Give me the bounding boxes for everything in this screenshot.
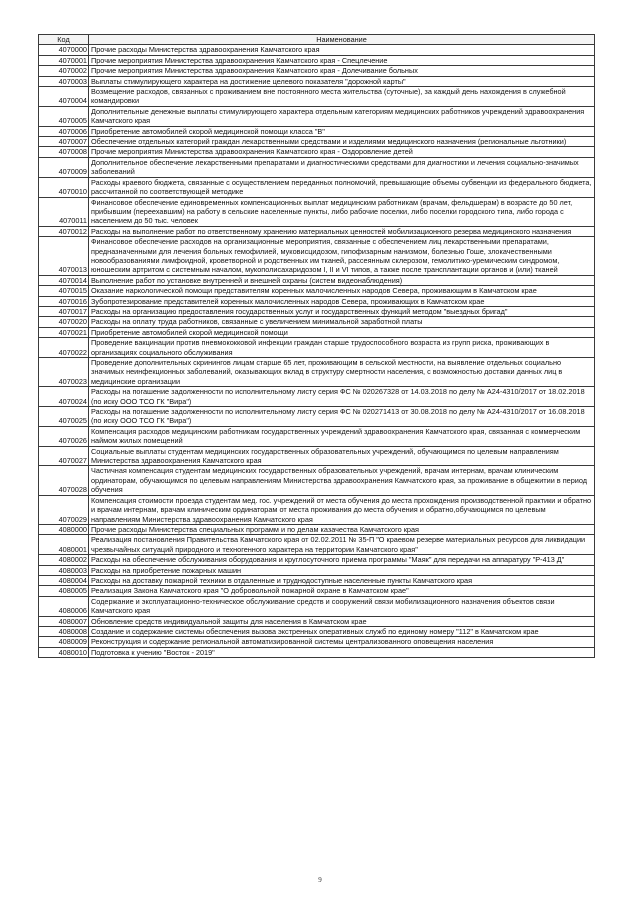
document-page bbox=[38, 34, 594, 658]
row-code: 4070002 bbox=[39, 66, 89, 76]
row-name: Прочие расходы Министерства специальных программ и по делам казачества Камчатского края bbox=[89, 524, 595, 534]
row-code: 4070024 bbox=[39, 387, 89, 407]
row-name: Расходы на погашение задолженности по исполнительному листу серия ФС № 020267328 от 14.03.2018 по делу № А24-4310/2017 от 18.02.2018 (по иску ООО ТСО ГК "Вира") bbox=[89, 387, 595, 407]
table-row bbox=[39, 524, 595, 534]
row-code: 4070028 bbox=[39, 466, 89, 495]
row-code: 4070020 bbox=[39, 317, 89, 327]
row-code: 4070005 bbox=[39, 106, 89, 126]
row-code: 4070000 bbox=[39, 45, 89, 55]
table-row bbox=[39, 137, 595, 147]
row-code: 4070017 bbox=[39, 306, 89, 316]
table-row bbox=[39, 555, 595, 565]
table-row bbox=[39, 616, 595, 626]
row-code: 4070021 bbox=[39, 327, 89, 337]
row-code: 4070001 bbox=[39, 55, 89, 65]
table-row bbox=[39, 106, 595, 126]
table-row bbox=[39, 226, 595, 236]
row-name: Расходы на погашение задолженности по исполнительному листу серия ФС № 020271413 от 30.08.2018 по делу № А24-4310/2017 от 16.08.2018 (по иску ООО ТСО ГК "Вира") bbox=[89, 407, 595, 427]
row-code: 4070010 bbox=[39, 177, 89, 197]
row-name: Выплаты стимулирующего характера на достижение целевого показателя "дорожной карты" bbox=[89, 76, 595, 86]
row-name: Оказание наркологической помощи представителям коренных малочисленных народов Севера, проживающим в Камчатском крае bbox=[89, 286, 595, 296]
row-name: Частичная компенсация студентам медицинских государственных образовательных учреждений, врачам интернам, врачам клиническим ординаторам, обучающимся по целевым направлениям Министерства здравоохранения Камчатского края, за проживание в общежитии в период обучения bbox=[89, 466, 595, 495]
row-name: Создание и содержание системы обеспечения вызова экстренных оперативных служб по единому номеру "112" в Камчатском крае bbox=[89, 626, 595, 636]
table-row bbox=[39, 286, 595, 296]
row-name: Расходы на выполнение работ по ответственному хранению материальных ценностей мобилизационного резерва медицинского назначения bbox=[89, 226, 595, 236]
table-row bbox=[39, 66, 595, 76]
row-code: 4070006 bbox=[39, 126, 89, 136]
table-row bbox=[39, 426, 595, 446]
row-name: Приобретение автомобилей скорой медицинской помощи класса "В" bbox=[89, 126, 595, 136]
row-code: 4080008 bbox=[39, 626, 89, 636]
row-name: Финансовое обеспечение единовременных компенсационных выплат медицинским работникам (врачам, фельдшерам) в возрасте до 50 лет, прибывшим (переехавшим) на работу в сельские населенные пункты, либо рабочие поселки, либо поселки городского типа, либо города с населением до 50 тыс. человек bbox=[89, 197, 595, 226]
row-code: 4080000 bbox=[39, 524, 89, 534]
row-name: Выполнение работ по установке внутренней и внешней охраны (систем видеонаблюдения) bbox=[89, 275, 595, 285]
row-name: Расходы краевого бюджета, связанные с осуществлением переданных полномочий, превышающие объемы субвенции из федерального бюджета, рассчитанной по соответствующей методике bbox=[89, 177, 595, 197]
table-row bbox=[39, 317, 595, 327]
table-row bbox=[39, 387, 595, 407]
table-row bbox=[39, 575, 595, 585]
row-code: 4070008 bbox=[39, 147, 89, 157]
row-name: Реконструкция и содержание региональной автоматизированной системы централизованного оповещения населения bbox=[89, 637, 595, 647]
page-number: 9 bbox=[318, 876, 322, 884]
row-code: 4080003 bbox=[39, 565, 89, 575]
row-code: 4070007 bbox=[39, 137, 89, 147]
table-row bbox=[39, 87, 595, 107]
row-code: 4070027 bbox=[39, 446, 89, 466]
table-row bbox=[39, 647, 595, 657]
row-code: 4080001 bbox=[39, 535, 89, 555]
row-code: 4080009 bbox=[39, 637, 89, 647]
row-code: 4070013 bbox=[39, 237, 89, 276]
row-code: 4080005 bbox=[39, 586, 89, 596]
row-name: Зубопротезирование представителей коренных малочисленных народов Севера, проживающих в Камчатском крае bbox=[89, 296, 595, 306]
row-code: 4070026 bbox=[39, 426, 89, 446]
row-name: Расходы на приобретение пожарных машин bbox=[89, 565, 595, 575]
row-name: Прочие мероприятия Министерства здравоохранения Камчатского края - Оздоровление детей bbox=[89, 147, 595, 157]
table-row bbox=[39, 466, 595, 495]
table-row bbox=[39, 535, 595, 555]
row-name: Содержание и эксплуатационно-техническое обслуживание средств и сооружений связи мобилизационного назначения объектов связи Камчатского края bbox=[89, 596, 595, 616]
row-code: 4070014 bbox=[39, 275, 89, 285]
row-name: Обновление средств индивидуальной защиты для населения в Камчатском крае bbox=[89, 616, 595, 626]
row-name: Подготовка к учению "Восток - 2019" bbox=[89, 647, 595, 657]
row-name: Расходы на доставку пожарной техники в отдаленные и труднодоступные населенные пункты Камчатского края bbox=[89, 575, 595, 585]
row-code: 4080006 bbox=[39, 596, 89, 616]
row-name: Социальные выплаты студентам медицинских государственных образовательных учреждений, обучающимся по целевым направлениям Министерства здравоохранения Камчатского края bbox=[89, 446, 595, 466]
row-code: 4070004 bbox=[39, 87, 89, 107]
row-code: 4080002 bbox=[39, 555, 89, 565]
table-row bbox=[39, 586, 595, 596]
row-name: Компенсация стоимости проезда студентам мед. гос. учреждений от места обучения до места прохождения производственной практики и обратно и врачам интернам, врачам клиническим ординаторам от места проживания до места обучения и обратно,обучающимся по целевым направлениям Министерства здравоохранения Камчатского края bbox=[89, 495, 595, 524]
row-name: Расходы на организацию предоставления государственных услуг и государственных функций методом "выездных бригад" bbox=[89, 306, 595, 316]
row-name: Проведение дополнительных скринингов лицам старше 65 лет, проживающим в сельской местности, на выявление отдельных социально значимых неинфекционных заболеваний, оказывающих вклад в структуру смертности населения, с возможностью доставки данных лиц в медицинские организации bbox=[89, 358, 595, 387]
table-row bbox=[39, 237, 595, 276]
table-row bbox=[39, 306, 595, 316]
row-code: 4070003 bbox=[39, 76, 89, 86]
row-code: 4070023 bbox=[39, 358, 89, 387]
row-name: Реализация Закона Камчатского края "О добровольной пожарной охране в Камчатском крае" bbox=[89, 586, 595, 596]
table-row bbox=[39, 177, 595, 197]
table-row bbox=[39, 147, 595, 157]
row-name: Обеспечение отдельных категорий граждан лекарственными средствами и изделиями медицинского назначения (региональные льготники) bbox=[89, 137, 595, 147]
row-name: Дополнительные денежные выплаты стимулирующего характера отдельным категориям медицинских работников учреждений здравоохранения Камчатского края bbox=[89, 106, 595, 126]
table-row bbox=[39, 157, 595, 177]
row-name: Финансовое обеспечение расходов на организационные мероприятия, связанные с обеспечением лиц лекарственными препаратами, предназначенными для лечения больных гемофилией, муковисцидозом, гипофизарным нанизмом, болезнью Гоше, злокачественными новообразованиями лимфоидной, кроветворной и родственных им тканей, рассеянным склерозом, гемолитико-уремическим синдромом, юношеским артритом с системным началом, мукополисахаридозом I, II и VI типов, а также после трансплантации органов и (или) тканей bbox=[89, 237, 595, 276]
row-name: Проведение вакцинации против пневмококковой инфекции граждан старше трудоспособного возраста из групп риска, проживающих в организациях социального обслуживания bbox=[89, 338, 595, 358]
row-code: 4070012 bbox=[39, 226, 89, 236]
header-code: Код bbox=[39, 35, 89, 45]
table-row bbox=[39, 596, 595, 616]
table-row bbox=[39, 296, 595, 306]
table-row bbox=[39, 126, 595, 136]
table-row bbox=[39, 446, 595, 466]
row-code: 4070025 bbox=[39, 407, 89, 427]
row-code: 4080004 bbox=[39, 575, 89, 585]
row-code: 4070016 bbox=[39, 296, 89, 306]
table-row bbox=[39, 495, 595, 524]
row-name: Расходы на оплату труда работников, связанные с увеличением минимальной заработной платы bbox=[89, 317, 595, 327]
header-name: Наименование bbox=[89, 35, 595, 45]
table-row bbox=[39, 327, 595, 337]
table-row bbox=[39, 637, 595, 647]
table-row bbox=[39, 275, 595, 285]
row-name: Прочие расходы Министерства здравоохранения Камчатского края bbox=[89, 45, 595, 55]
row-code: 4080007 bbox=[39, 616, 89, 626]
table-row bbox=[39, 76, 595, 86]
table-row bbox=[39, 55, 595, 65]
row-code: 4080010 bbox=[39, 647, 89, 657]
row-code: 4070015 bbox=[39, 286, 89, 296]
table-header-row bbox=[39, 35, 595, 45]
table-row bbox=[39, 197, 595, 226]
row-name: Дополнительное обеспечение лекарственными препаратами и диагностическими средствами для диагностики и лечения социально-значимых заболеваний bbox=[89, 157, 595, 177]
row-name: Реализация постановления Правительства Камчатского края от 02.02.2011 № 35-П "О краевом резерве материальных ресурсов для ликвидации чрезвычайных ситуаций природного и техногенного характера на территории Камчатского края" bbox=[89, 535, 595, 555]
table-row bbox=[39, 45, 595, 55]
budget-codes-table bbox=[38, 34, 595, 658]
table-row bbox=[39, 407, 595, 427]
table-row bbox=[39, 338, 595, 358]
row-name: Возмещение расходов, связанных с проживанием вне постоянного места жительства (суточные), за каждый день нахождения в служебной командировки bbox=[89, 87, 595, 107]
table-row bbox=[39, 626, 595, 636]
row-name: Компенсация расходов медицинским работникам государственных учреждений здравоохранения Камчатского края, связанная с коммерческим наймом жилых помещений bbox=[89, 426, 595, 446]
row-code: 4070029 bbox=[39, 495, 89, 524]
row-name: Прочие мероприятия Министерства здравоохранения Камчатского края - Долечивание больных bbox=[89, 66, 595, 76]
row-code: 4070011 bbox=[39, 197, 89, 226]
row-name: Расходы на обеспечение обслуживания оборудования и круглосуточного приема программы "Маяк" для передачи на аппаратуру "Р-413 Д" bbox=[89, 555, 595, 565]
row-code: 4070009 bbox=[39, 157, 89, 177]
table-row bbox=[39, 565, 595, 575]
table-body bbox=[39, 45, 595, 658]
row-name: Прочие мероприятия Министерства здравоохранения Камчатского края - Спецлечение bbox=[89, 55, 595, 65]
table-row bbox=[39, 358, 595, 387]
row-name: Приобретение автомобилей скорой медицинской помощи bbox=[89, 327, 595, 337]
row-code: 4070022 bbox=[39, 338, 89, 358]
